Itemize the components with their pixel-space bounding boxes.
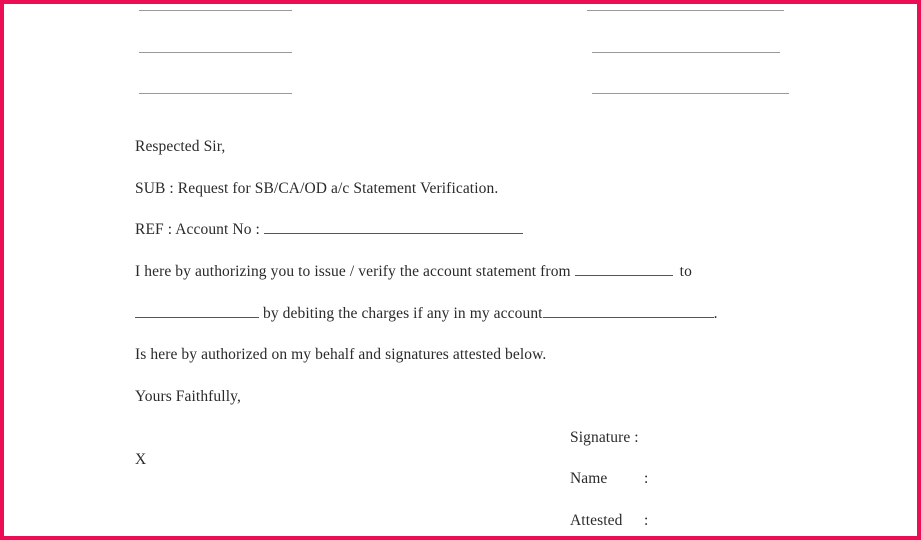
to-date-blank[interactable]	[135, 305, 259, 318]
body-line-1	[135, 263, 692, 281]
name-colon: :	[644, 470, 649, 487]
body-line-2-end: .	[713, 305, 718, 322]
address-line-left-1[interactable]	[139, 10, 292, 11]
address-line-right-2[interactable]	[592, 52, 780, 53]
reference-label: REF : Account No :	[135, 221, 260, 238]
address-line-left-2[interactable]	[139, 52, 292, 53]
body-line-2	[135, 305, 718, 323]
name-label: Name	[570, 470, 608, 487]
signature-mark[interactable]: X	[135, 451, 147, 468]
account-number-blank[interactable]	[264, 221, 523, 234]
attested-colon: :	[644, 512, 649, 529]
body-line-2-text: by debiting the charges if any in my account	[262, 305, 543, 322]
body-line-1-text: I here by authorizing you to issue / verify the account statement from	[135, 263, 571, 280]
address-line-right-3[interactable]	[592, 93, 789, 94]
closing-line: Yours Faithfully,	[135, 388, 241, 405]
address-line-right-1[interactable]	[587, 10, 784, 11]
attested-label: Attested	[570, 512, 623, 529]
account-blank[interactable]	[543, 305, 714, 318]
subject-line: SUB : Request for SB/CA/OD a/c Statement Verification.	[135, 180, 499, 197]
from-date-blank[interactable]	[575, 263, 673, 276]
reference-line	[135, 221, 523, 239]
body-line-1-to: to	[679, 263, 692, 280]
salutation: Respected Sir,	[135, 138, 226, 155]
signature-label: Signature :	[570, 429, 639, 446]
authorization-line: Is here by authorized on my behalf and signatures attested below.	[135, 346, 547, 363]
address-line-left-3[interactable]	[139, 93, 292, 94]
